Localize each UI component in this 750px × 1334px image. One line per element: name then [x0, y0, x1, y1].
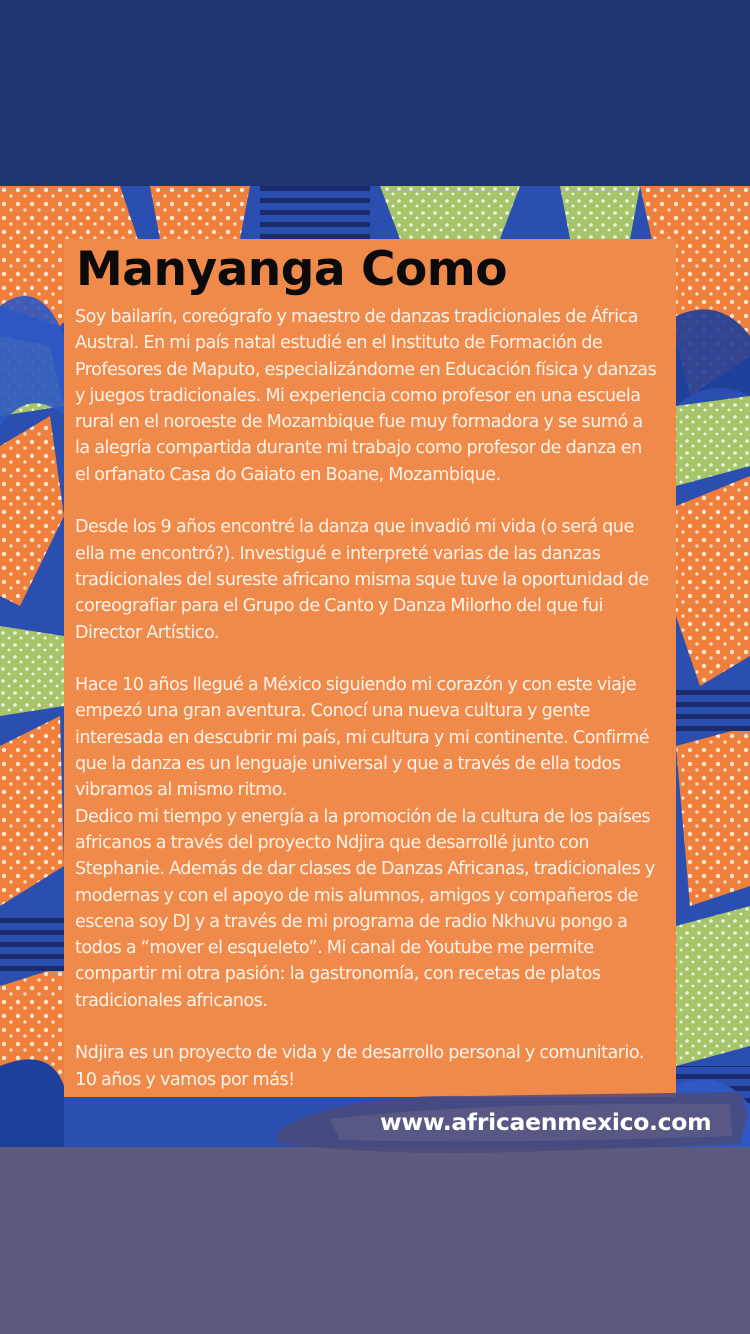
paragraph-gap	[75, 488, 675, 514]
bio-paragraph-1: Soy bailarín, coreógrafo y maestro de danzas tradicionales de África Austral. En mi país natal estudié en el Instituto de Formación de Profesores de Maputo, especializándome en Educación física y danzas y juegos tradicionales. Mi experiencia como profesor en una escuela rural en el noroeste de Mozambique fue muy formadora y se sumó a la alegría compartida durante mi trabajo como profesor de danza en el orfanato Casa do Gaiato en Boane, Mozambique.	[75, 307, 657, 485]
paragraph-gap	[75, 646, 675, 672]
bottom-background-band	[0, 1147, 750, 1334]
bio-title: Manyanga Como	[76, 242, 508, 297]
website-link[interactable]: www.africaenmexico.com	[380, 1108, 712, 1136]
bio-paragraph-2: Desde los 9 años encontré la danza que invadió mi vida (o será que ella me encontró?). Investigué e interpreté varias de las danzas tradicionales del sureste africano misma sque tuve la oportunidad de coreografiar para el Grupo de Canto y Danza Milorho del que fui Director Artístico.	[75, 517, 649, 643]
top-background-band	[0, 0, 750, 186]
bio-paragraph-5: Ndjira es un proyecto de vida y de desarrollo personal y comunitario. 10 años y vamos por más!	[75, 1043, 644, 1090]
bio-paragraph-4: Dedico mi tiempo y energía a la promoción de la cultura de los países africanos a través del proyecto Ndjira que desarrollé junto con Stephanie. Además de dar clases de Danzas Africanas, tradicionales y modernas y con el apoyo de mis alumnos, amigos y compañeros de escena soy DJ y a través de mi programa de radio Nkhuvu pongo a todos a “mover el esqueleto”. Mi canal de Youtube me permite compartir mi otra pasión: la gastronomía, con recetas de platos tradicionales africanos.	[75, 806, 655, 1011]
bio-text	[75, 304, 675, 1093]
bio-paragraph-3: Hace 10 años llegué a México siguiendo mi corazón y con este viaje empezó una gran aventura. Conocí una nueva cultura y gente interesada en descubrir mi país, mi cultura y mi continente. Confirmé que la danza es un lenguaje universal y que a través de ella todos vibramos al mismo ritmo.	[75, 675, 650, 801]
paragraph-gap	[75, 1014, 675, 1040]
biography-card	[64, 239, 676, 1097]
